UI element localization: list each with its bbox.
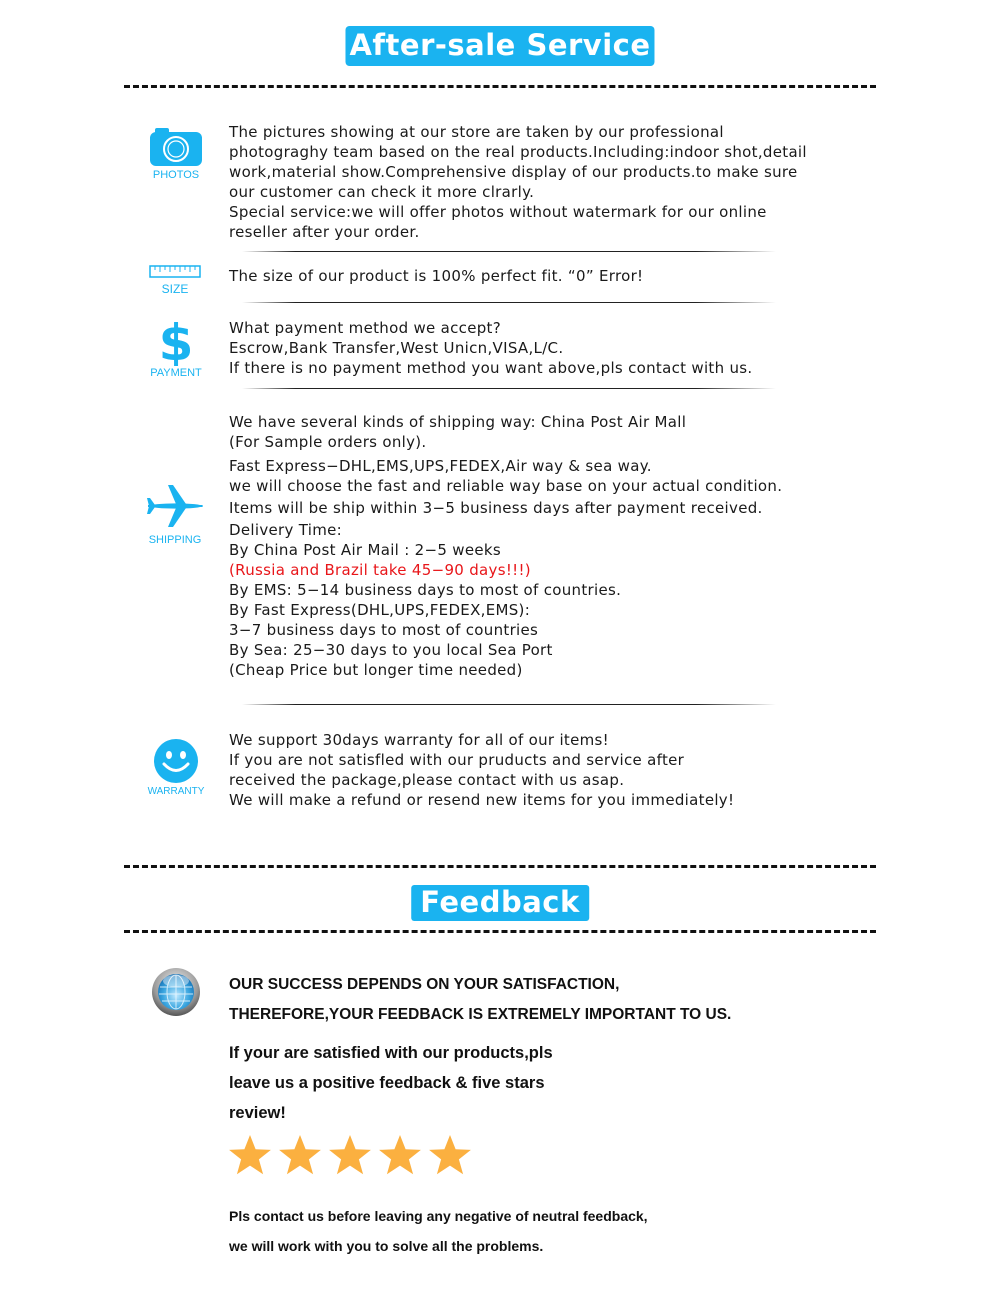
- photos-line: Special service:we will offer photos without watermark for our online: [229, 203, 767, 221]
- shipping-label: SHIPPING: [148, 534, 202, 546]
- dashed-divider-feedback-top: [124, 865, 876, 868]
- photos-line: The pictures showing at our store are taken by our professional: [229, 123, 724, 141]
- shipping-line: (Cheap Price but longer time needed): [229, 661, 523, 679]
- photos-label: PHOTOS: [152, 169, 200, 181]
- shipping-russia-brazil-note: (Russia and Brazil take 45−90 days!!!): [229, 561, 531, 579]
- shipping-line: By EMS: 5−14 business days to most of countries.: [229, 581, 622, 599]
- shipping-line: 3−7 business days to most of countries: [229, 621, 539, 639]
- shipping-line: By Fast Express(DHL,UPS,FEDEX,EMS):: [229, 601, 531, 619]
- star-icon: [328, 1133, 372, 1177]
- five-star-rating: [228, 1133, 472, 1177]
- size-description: The size of our product is 100% perfect fit. “0” Error!: [229, 267, 644, 285]
- shipping-line: By China Post Air Mail : 2−5 weeks: [229, 541, 501, 559]
- payment-line: Escrow,Bank Transfer,West Unicn,VISA,L/C.: [229, 339, 564, 357]
- warranty-description: [229, 730, 734, 810]
- shipping-line: Fast Express−DHL,EMS,UPS,FEDEX,Air way & sea way.: [229, 457, 652, 475]
- shipping-line: Delivery Time:: [229, 521, 342, 539]
- shipping-intro: [229, 412, 686, 452]
- shipping-handling-time: Items will be ship within 3−5 business days after payment received.: [229, 499, 763, 517]
- payment-description: [229, 318, 752, 378]
- dashed-divider-top: [124, 85, 876, 88]
- after-sale-service-title: After-sale Service: [345, 26, 654, 66]
- smiley-icon: [153, 738, 199, 788]
- ruler-icon: [149, 264, 203, 283]
- feedback-contact-line: Pls contact us before leaving any negative of neutral feedback,: [229, 1208, 648, 1224]
- payment-line: What payment method we accept?: [229, 319, 502, 337]
- feedback-headline-line: OUR SUCCESS DEPENDS ON YOUR SATISFACTION,: [229, 976, 620, 993]
- star-icon: [228, 1133, 272, 1177]
- feedback-contact-line: we will work with you to solve all the problems.: [229, 1238, 544, 1254]
- warranty-line: received the package,please contact with us asap.: [229, 771, 625, 789]
- shipping-delivery-times: [229, 520, 621, 680]
- svg-text:$: $: [160, 316, 192, 366]
- dashed-divider-feedback-bottom: [124, 930, 876, 933]
- feedback-title: Feedback: [411, 885, 589, 921]
- feedback-request-line: leave us a positive feedback & five stars: [229, 1074, 545, 1092]
- shipping-express: [229, 456, 782, 496]
- payment-label: PAYMENT: [150, 367, 202, 379]
- feedback-request-line: If your are satisfied with our products,pls: [229, 1044, 553, 1062]
- warranty-line: If you are not satisfled with our pruducts and service after: [229, 751, 685, 769]
- shipping-line: By Sea: 25−30 days to you local Sea Port: [229, 641, 553, 659]
- section-divider: [242, 302, 776, 303]
- star-icon: [428, 1133, 472, 1177]
- feedback-request-line: review!: [229, 1104, 286, 1122]
- shipping-line: (For Sample orders only).: [229, 433, 427, 451]
- camera-icon: [149, 127, 203, 171]
- payment-line: If there is no payment method you want above,pls contact with us.: [229, 359, 753, 377]
- warranty-line: We will make a refund or resend new items for you immediately!: [229, 791, 735, 809]
- photos-line: photograghy team based on the real products.Including:indoor shot,detail: [229, 143, 807, 161]
- feedback-headline-line: THEREFORE,YOUR FEEDBACK IS EXTREMELY IMPORTANT TO US.: [229, 1006, 732, 1023]
- star-icon: [378, 1133, 422, 1177]
- photos-line: reseller after your order.: [229, 223, 420, 241]
- section-divider: [242, 388, 776, 389]
- photos-line: our customer can check it more clrarly.: [229, 183, 535, 201]
- globe-icon: [151, 967, 201, 1021]
- warranty-line: We support 30days warranty for all of our items!: [229, 731, 609, 749]
- section-divider: [242, 251, 776, 252]
- photos-description: [229, 122, 807, 242]
- feedback-request: [229, 1038, 553, 1128]
- feedback-contact-note: [229, 1201, 648, 1261]
- dollar-icon: [160, 316, 192, 370]
- star-icon: [278, 1133, 322, 1177]
- shipping-line: We have several kinds of shipping way: China Post Air Mall: [229, 413, 687, 431]
- photos-line: work,material show.Comprehensive display of our products.to make sure: [229, 163, 798, 181]
- feedback-headline: [229, 970, 731, 1030]
- size-label: SIZE: [161, 282, 189, 296]
- section-divider: [242, 704, 776, 705]
- airplane-icon: [146, 484, 204, 532]
- shipping-line: we will choose the fast and reliable way base on your actual condition.: [229, 477, 783, 495]
- warranty-label: WARRANTY: [147, 786, 205, 797]
